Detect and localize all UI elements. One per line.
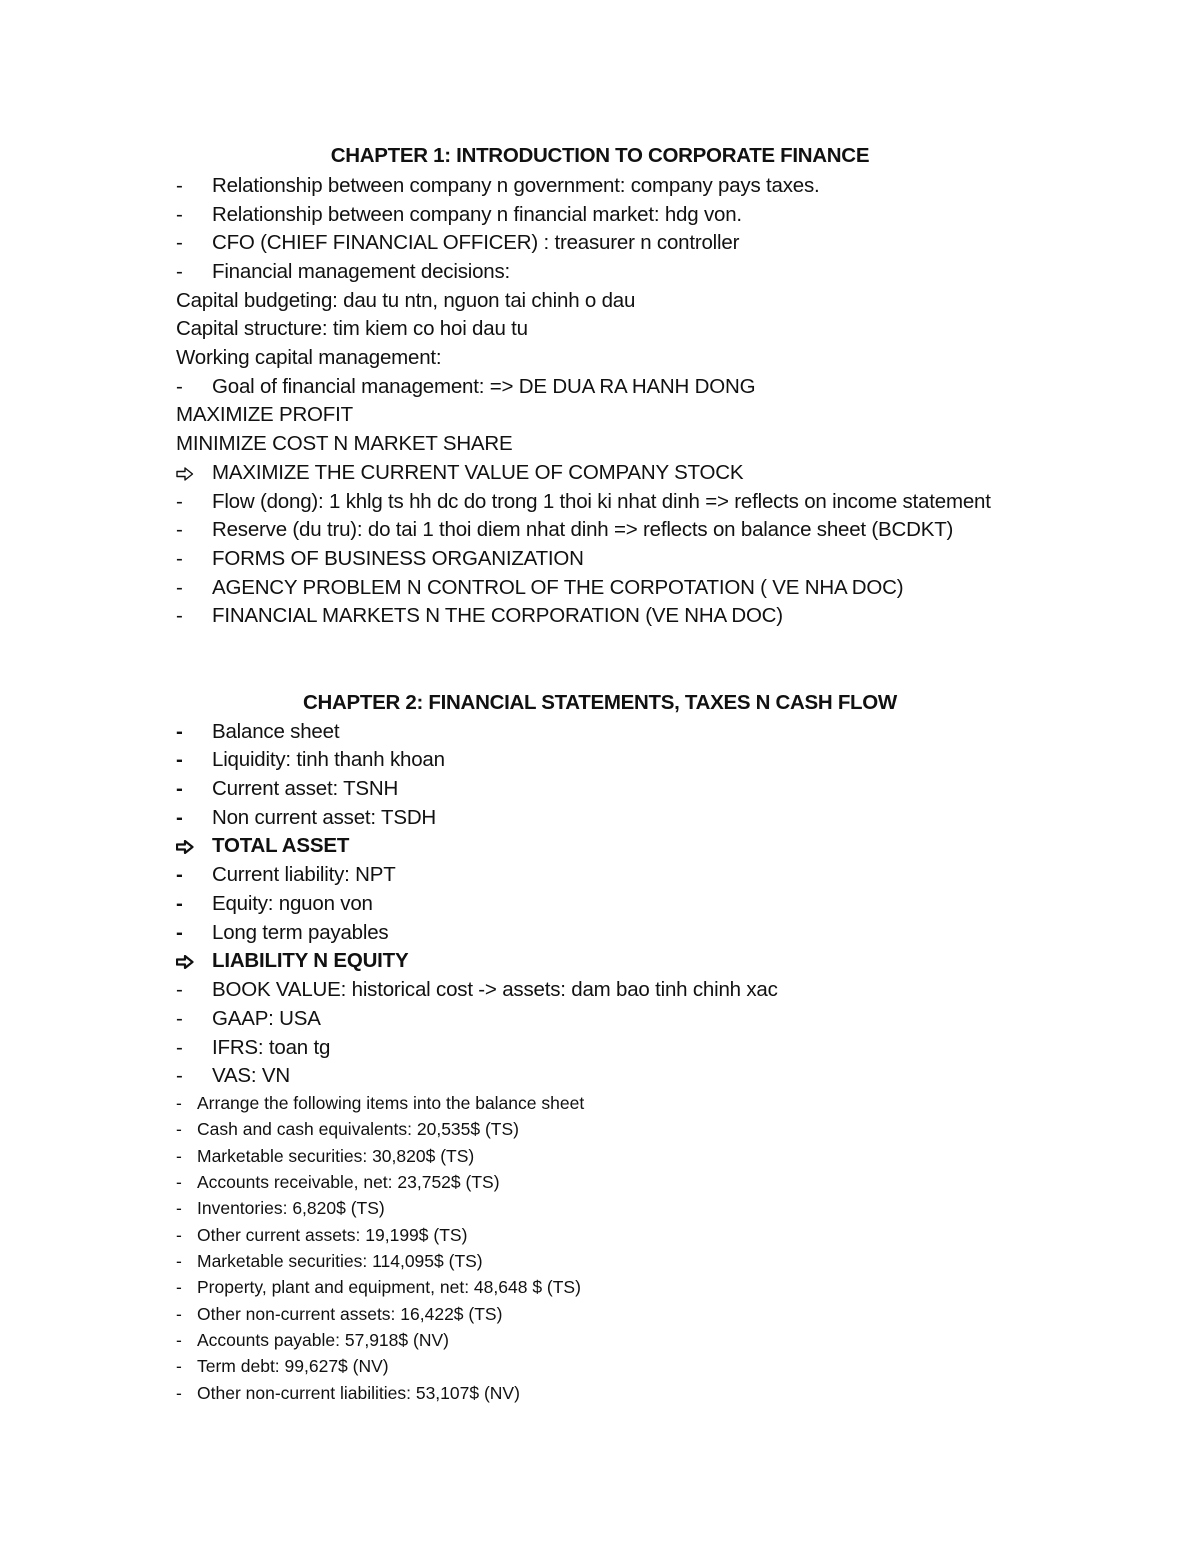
list-item-text: Relationship between company n government: company pays taxes.: [212, 174, 820, 197]
list-item-text: Balance sheet: [212, 720, 340, 743]
list-item-text: Property, plant and equipment, net: 48,648 $ (TS): [197, 1277, 581, 1297]
bullet-dash: -: [176, 720, 183, 743]
list-item-text: Other non-current assets: 16,422$ (TS): [197, 1304, 503, 1324]
bullet-dash: -: [176, 576, 183, 599]
paragraph-text: Capital structure: tim kiem co hoi dau tu: [176, 317, 528, 340]
bullet-dash: -: [176, 174, 183, 197]
bullet-dash: -: [176, 863, 183, 886]
list-item-text: CFO (CHIEF FINANCIAL OFFICER) : treasurer n controller: [212, 231, 740, 254]
bullet-dash: -: [176, 892, 183, 915]
bullet-dash: -: [176, 921, 183, 944]
bullet-dash: -: [176, 1064, 183, 1087]
bullet-dash: -: [176, 978, 183, 1001]
bullet-dash: -: [176, 777, 183, 800]
bullet-dash: -: [176, 490, 183, 513]
list-item-text: MAXIMIZE THE CURRENT VALUE OF COMPANY STOCK: [212, 461, 744, 484]
list-item-text: Equity: nguon von: [212, 892, 373, 915]
bullet-dash: -: [176, 1198, 182, 1218]
arrow-right-icon: [176, 461, 206, 485]
list-item-text: GAAP: USA: [212, 1007, 321, 1030]
list-item-text: Relationship between company n financial market: hdg von.: [212, 203, 742, 226]
arrow-right-icon: [176, 834, 206, 858]
list-item-text: AGENCY PROBLEM N CONTROL OF THE CORPOTATION ( VE NHA DOC): [212, 576, 904, 599]
bullet-dash: -: [176, 1356, 182, 1376]
bullet-dash: -: [176, 1093, 182, 1113]
bullet-dash: -: [176, 1007, 183, 1030]
list-item-text: FINANCIAL MARKETS N THE CORPORATION (VE NHA DOC): [212, 604, 783, 627]
list-item-text: VAS: VN: [212, 1064, 290, 1087]
list-item-text: Cash and cash equivalents: 20,535$ (TS): [197, 1119, 519, 1139]
paragraph-text: Capital budgeting: dau tu ntn, nguon tai chinh o dau: [176, 289, 636, 312]
list-item-text: Inventories: 6,820$ (TS): [197, 1198, 385, 1218]
list-item-text: Other non-current liabilities: 53,107$ (NV): [197, 1383, 520, 1403]
bullet-dash: -: [176, 806, 183, 829]
bullet-dash: -: [176, 1036, 183, 1059]
list-item-text: TOTAL ASSET: [212, 834, 350, 857]
paragraph-text: MINIMIZE COST N MARKET SHARE: [176, 432, 513, 455]
list-item-text: Non current asset: TSDH: [212, 806, 437, 829]
list-item-text: Reserve (du tru): do tai 1 thoi diem nhat dinh => reflects on balance sheet (BCDKT): [212, 518, 954, 541]
list-item-text: Liquidity: tinh thanh khoan: [212, 748, 445, 771]
list-item-text: LIABILITY N EQUITY: [212, 949, 409, 972]
bullet-dash: -: [176, 1383, 182, 1403]
list-item-text: Current liability: NPT: [212, 863, 396, 886]
bullet-dash: -: [176, 518, 183, 541]
list-item-text: Long term payables: [212, 921, 389, 944]
bullet-dash: -: [176, 1304, 182, 1324]
bullet-dash: -: [176, 203, 183, 226]
list-item-text: Marketable securities: 30,820$ (TS): [197, 1146, 475, 1166]
paragraph-text: MAXIMIZE PROFIT: [176, 403, 353, 426]
bullet-dash: -: [176, 231, 183, 254]
list-item-text: Arrange the following items into the balance sheet: [197, 1093, 585, 1113]
list-item-text: Financial management decisions:: [212, 260, 511, 283]
list-item-text: IFRS: toan tg: [212, 1036, 331, 1059]
paragraph-text: Working capital management:: [176, 346, 442, 369]
arrow-right-icon: [176, 949, 206, 973]
bullet-dash: -: [176, 1146, 182, 1166]
list-item-text: Goal of financial management: => DE DUA RA HANH DONG: [212, 375, 756, 398]
bullet-dash: -: [176, 604, 183, 627]
bullet-dash: -: [176, 1330, 182, 1350]
list-item-text: Other current assets: 19,199$ (TS): [197, 1225, 468, 1245]
list-item-text: Current asset: TSNH: [212, 777, 399, 800]
list-item-text: Accounts payable: 57,918$ (NV): [197, 1330, 449, 1350]
chapter-1-title: CHAPTER 1: INTRODUCTION TO CORPORATE FINANCE: [330, 144, 870, 167]
list-item-text: Flow (dong): 1 khlg ts hh dc do trong 1 thoi ki nhat dinh => reflects on income statement: [212, 490, 991, 513]
bullet-dash: -: [176, 748, 183, 771]
bullet-dash: -: [176, 1119, 182, 1139]
list-item-text: BOOK VALUE: historical cost -> assets: dam bao tinh chinh xac: [212, 978, 778, 1001]
chapter-2-title: CHAPTER 2: FINANCIAL STATEMENTS, TAXES N CASH FLOW: [303, 691, 897, 714]
bullet-dash: -: [176, 1277, 182, 1297]
bullet-dash: -: [176, 547, 183, 570]
bullet-dash: -: [176, 375, 183, 398]
bullet-dash: -: [176, 260, 183, 283]
list-item-text: Term debt: 99,627$ (NV): [197, 1356, 389, 1376]
list-item-text: Accounts receivable, net: 23,752$ (TS): [197, 1172, 500, 1192]
bullet-dash: -: [176, 1251, 182, 1271]
list-item-text: FORMS OF BUSINESS ORGANIZATION: [212, 547, 584, 570]
bullet-dash: -: [176, 1172, 182, 1192]
bullet-dash: -: [176, 1225, 182, 1245]
list-item-text: Marketable securities: 114,095$ (TS): [197, 1251, 483, 1271]
